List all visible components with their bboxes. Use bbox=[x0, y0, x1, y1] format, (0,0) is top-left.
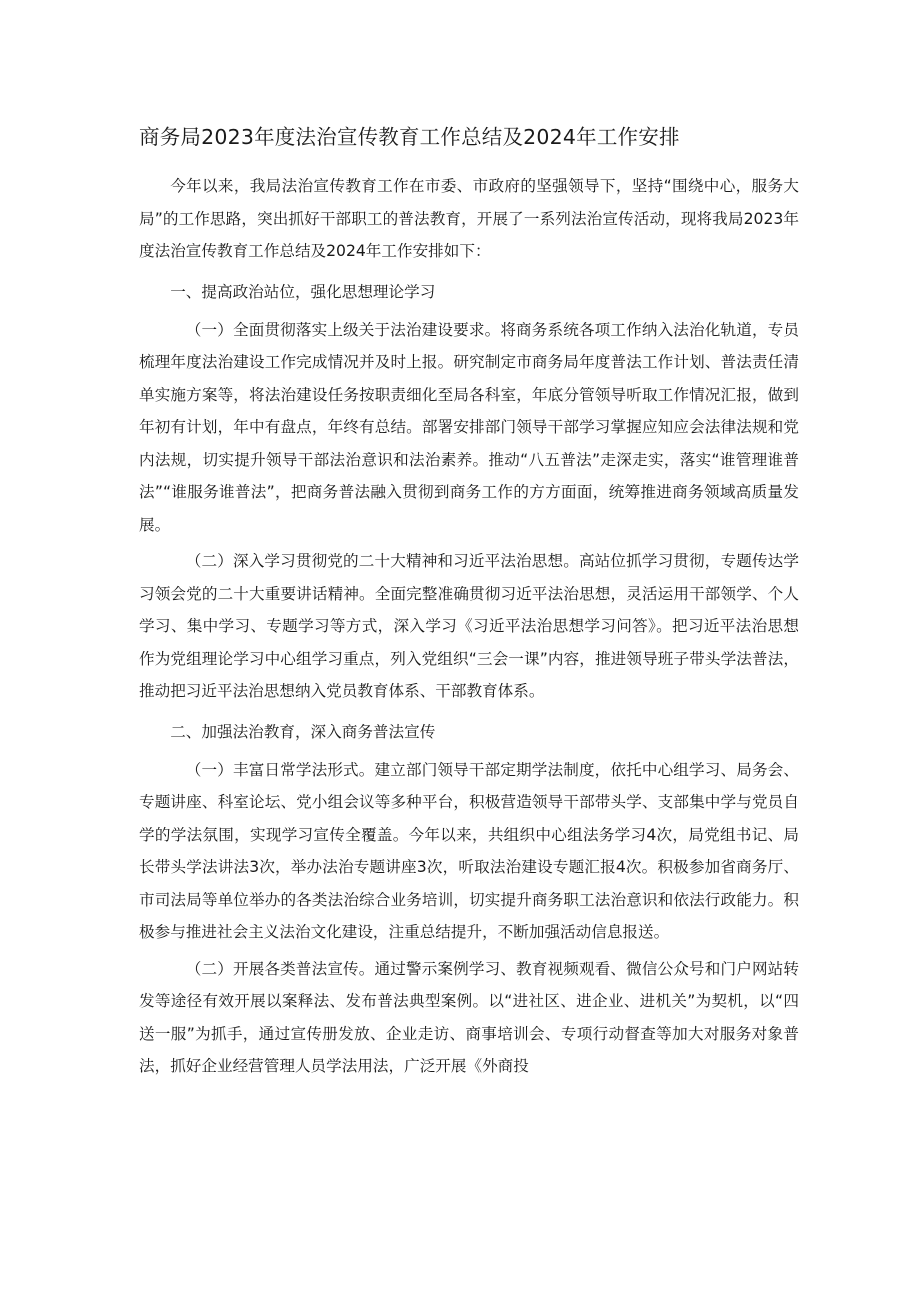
section-heading: 二、加强法治教育，深入商务普法宣传 bbox=[170, 722, 436, 741]
document-body bbox=[139, 118, 799, 1087]
section-2 bbox=[139, 716, 799, 1083]
body-paragraph: （二）开展各类普法宣传。通过警示案例学习、教育视频观看、微信公众号和门户网站转发等途径有效开展以案释法、发布普法典型案例。以“进社区、进企业、进机关”为契机，以“四送一服”为抓手，通过宣传册发放、企业走访、商事培训会、专项行动督查等加大对服务对象普法，抓好企业经营管理人员学法用法，广泛开展《外商投 bbox=[139, 959, 799, 1075]
section-1 bbox=[139, 276, 799, 708]
intro-paragraph: 今年以来，我局法治宣传教育工作在市委、市政府的坚强领导下，坚持“围绕中心，服务大局”的工作思路，突出抓好干部职工的普法教育，开展了一系列法治宣传活动，现将我局2023年度法治宣传教育工作总结及2024年工作安排如下： bbox=[139, 177, 799, 260]
body-paragraph: （一）全面贯彻落实上级关于法治建设要求。将商务系统各项工作纳入法治化轨道，专员梳理年度法治建设工作完成情况并及时上报。研究制定市商务局年度普法工作计划、普法责任清单实施方案等，将法治建设任务按职责细化至局各科室，年底分管领导听取工作情况汇报，做到年初有计划，年中有盘点，年终有总结。部署安排部门领导干部学习掌握应知应会法律法规和党内法规，切实提升领导干部法治意识和法治素养。推动“八五普法”走深走实，落实“谁管理谁普法”“谁服务谁普法”，把商务普法融入贯彻到商务工作的方方面面，统筹推进商务领域高质量发展。 bbox=[139, 320, 799, 534]
document-title: 商务局2023年度法治宣传教育工作总结及2024年工作安排 bbox=[139, 125, 680, 149]
body-paragraph: （一）丰富日常学法形式。建立部门领导干部定期学法制度，依托中心组学习、局务会、专题讲座、科室论坛、党小组会议等多种平台，积极营造领导干部带头学、支部集中学与党员自学的学法氛围，实现学习宣传全覆盖。今年以来，共组织中心组法务学习4次，局党组书记、局长带头学法讲法3次，举办法治专题讲座3次，听取法治建设专题汇报4次。积极参加省商务厅、市司法局等单位举办的各类法治综合业务培训，切实提升商务职工法治意识和依法行政能力。积极参与推进社会主义法治文化建设，注重总结提升，不断加强活动信息报送。 bbox=[139, 760, 799, 941]
section-heading: 一、提高政治站位，强化思想理论学习 bbox=[170, 282, 436, 301]
body-paragraph: （二）深入学习贯彻党的二十大精神和习近平法治思想。高站位抓学习贯彻，专题传达学习领会党的二十大重要讲话精神。全面完整准确贯彻习近平法治思想，灵活运用干部领学、个人学习、集中学习、专题学习等方式，深入学习《习近平法治思想学习问答》。把习近平法治思想作为党组理论学习中心组学习重点，列入党组织“三会一课”内容，推进领导班子带头学法普法，推动把习近平法治思想纳入党员教育体系、干部教育体系。 bbox=[139, 552, 799, 700]
